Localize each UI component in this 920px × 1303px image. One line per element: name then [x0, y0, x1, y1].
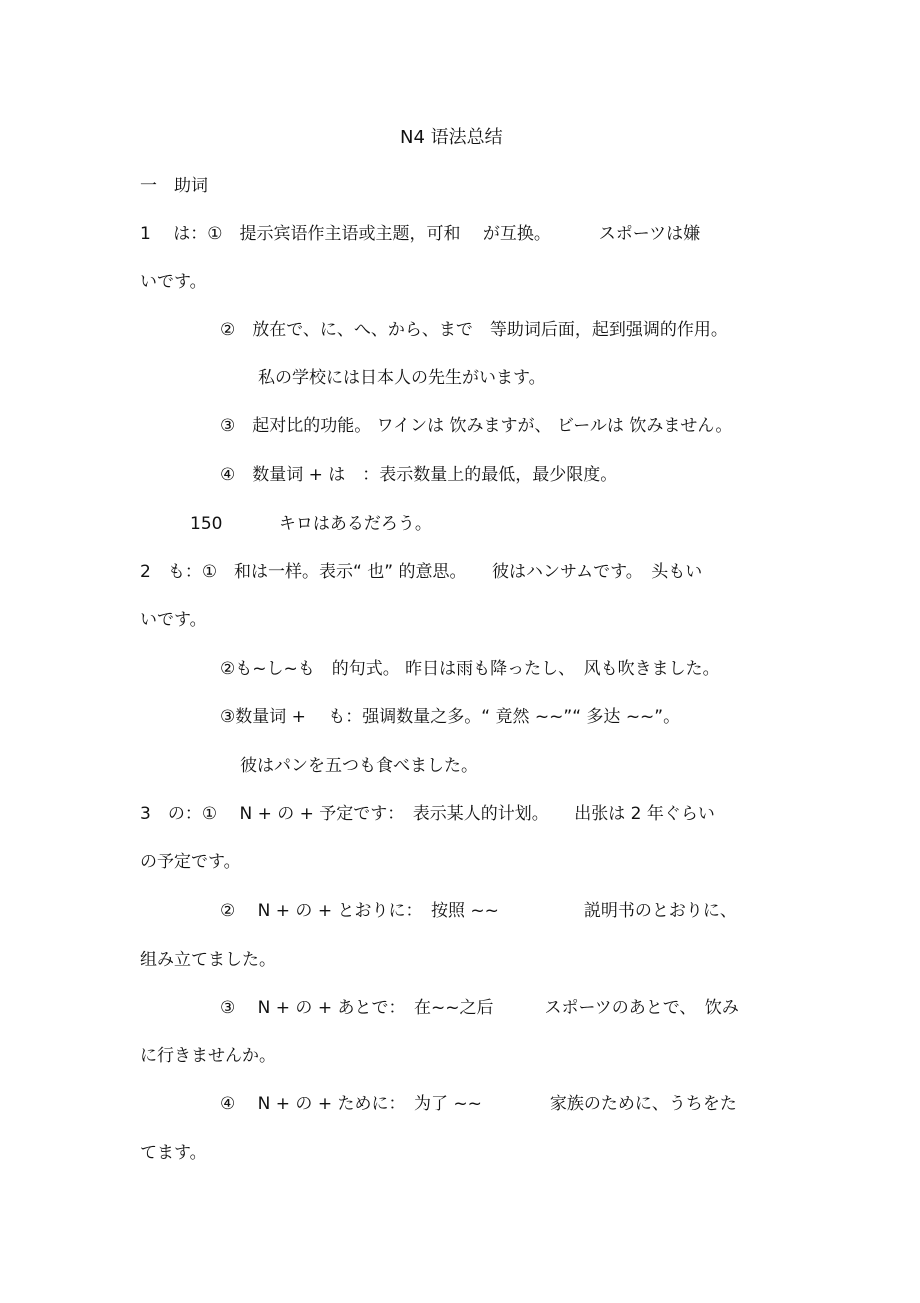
text-line: 组み立てました。 [140, 950, 276, 970]
text-line: 私の学校には日本人の先生がいます。 [258, 368, 546, 388]
text-line: 彼はパンを五つも食べました。 [240, 756, 478, 776]
document-title: N4 语法总结 [400, 127, 503, 148]
section-heading: 一 助词 [140, 176, 208, 196]
text-line: ③数量词 + も：强调数量之多。“ 竟然 ~~”“ 多达 ~~”。 [220, 707, 681, 727]
text-line: てます。 [140, 1143, 207, 1163]
text-line: 2 も：① 和は一样。表示“ 也” 的意思。 彼はハンサムです。 头もい [140, 562, 703, 582]
text-line: 150 キロはあるだろう。 [190, 514, 432, 534]
text-line: ③ N + の + あとで： 在~~之后 スポーツのあとで、 饮み [220, 998, 739, 1018]
text-line: に行きませんか。 [140, 1046, 276, 1066]
text-line: の予定です。 [140, 852, 241, 872]
text-line: いです。 [140, 272, 207, 292]
text-line: ③ 起对比的功能。 ワインは 饮みますが、 ビールは 饮みません。 [220, 416, 733, 436]
text-line: 1 は：① 提示宾语作主语或主题，可和 が互换。 スポーツは嫌 [140, 224, 701, 244]
text-line: いです。 [140, 610, 207, 630]
text-line: ②も~し~も 的句式。 昨日は雨も降ったし、 风も吹きました。 [220, 659, 720, 679]
text-line: ④ 数量词 + は ：表示数量上的最低，最少限度。 [220, 465, 618, 485]
text-line: 3 の：① N + の + 予定です： 表示某人的计划。 出张は 2 年ぐらい [140, 804, 715, 824]
text-line: ② 放在で、に、へ、から、まで 等助词后面，起到强调的作用。 [220, 320, 728, 340]
text-line: ② N + の + とおりに： 按照 ~~ 説明书のとおりに、 [220, 901, 737, 921]
text-line: ④ N + の + ために： 为了 ~~ 家族のために、うちをた [220, 1094, 737, 1114]
